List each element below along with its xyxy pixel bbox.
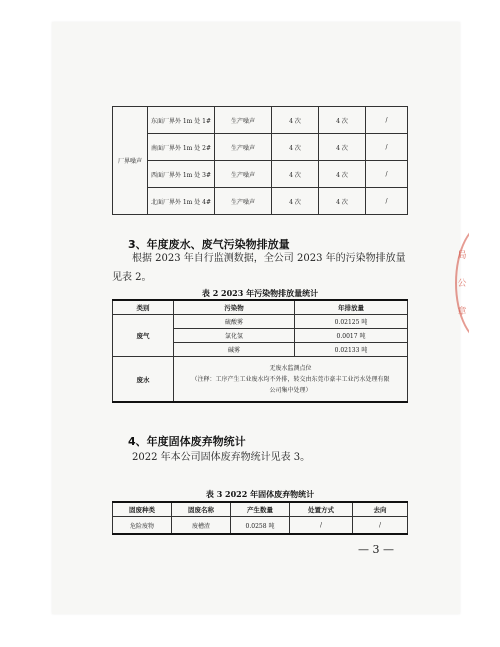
table-cell: 4 次 <box>319 134 366 161</box>
table-cell: / <box>366 188 408 215</box>
note-line: （注释：工序产生工业废水均不外排，转交由东莞市豪丰工业污水处理有限 <box>191 375 390 383</box>
table-row <box>113 315 408 329</box>
table-cell: 4 次 <box>272 134 319 161</box>
table-cell: 危险废物 <box>113 517 172 535</box>
table-cell: 0.0258 吨 <box>231 517 290 535</box>
table-cell: 4 次 <box>272 161 319 188</box>
table-cell: / <box>366 134 408 161</box>
solid-waste-table <box>112 501 408 535</box>
column-header: 固废名称 <box>172 502 231 517</box>
paragraph: 根据 2023 年自行监测数据，全公司 2023 年的污染物排放量见表 2。 <box>112 253 406 283</box>
table-cell: 废槽渣 <box>172 517 231 535</box>
table-cell: 生产噪声 <box>215 107 272 134</box>
table-cell: 4 次 <box>319 107 366 134</box>
table-row <box>113 107 408 134</box>
table-cell: 氯化氢 <box>174 329 295 343</box>
paragraph: 2022 年本公司固体废弃物统计见表 3。 <box>132 452 311 463</box>
category-cell: 废水 <box>113 357 174 403</box>
table-cell: / <box>366 107 408 134</box>
table-header-row <box>113 300 408 315</box>
column-header: 固废种类 <box>113 502 172 517</box>
column-header: 产生数量 <box>231 502 290 517</box>
table-cell: 生产噪声 <box>215 161 272 188</box>
table-row <box>113 134 408 161</box>
table-caption: 表 3 2022 年固体废弃物统计 <box>205 489 315 499</box>
table-row <box>113 517 408 535</box>
table-cell: 硫酸雾 <box>174 315 295 329</box>
table-cell: / <box>366 161 408 188</box>
noise-monitoring-table <box>112 106 408 215</box>
section-heading: 3、年度废水、废气污染物排放量 <box>128 238 290 251</box>
table-cell: 4 次 <box>272 188 319 215</box>
note-line: 公司集中处理） <box>269 386 312 394</box>
table-cell: 生产噪声 <box>215 134 272 161</box>
column-header: 处置方式 <box>290 502 353 517</box>
table-row <box>113 188 408 215</box>
table-row <box>113 357 408 403</box>
column-header: 污染物 <box>174 300 295 315</box>
table-header-row <box>113 502 408 517</box>
table-cell: 南面厂界外 1m 处 2# <box>148 134 215 161</box>
table-cell: 北面厂界外 1m 处 4# <box>148 188 215 215</box>
table-cell: 4 次 <box>319 188 366 215</box>
table-cell: 东面厂界外 1m 处 1# <box>148 107 215 134</box>
column-header: 去向 <box>353 502 408 517</box>
note-line: 无废水监测点位 <box>269 364 312 372</box>
table-cell: 0.02125 吨 <box>295 315 408 329</box>
column-header: 年排放量 <box>295 300 408 315</box>
table-cell: 0.0017 吨 <box>295 329 408 343</box>
table-caption: 表 2 2023 年污染物排放量统计 <box>201 288 319 298</box>
table-cell: / <box>290 517 353 535</box>
table-cell: 4 次 <box>319 161 366 188</box>
table-cell: 碱雾 <box>174 343 295 357</box>
table-cell: 0.02133 吨 <box>295 343 408 357</box>
table-cell: 生产噪声 <box>215 188 272 215</box>
table-cell <box>174 357 408 403</box>
table-cell: 西面厂界外 1m 处 3# <box>148 161 215 188</box>
emissions-table <box>112 299 408 403</box>
category-cell: 废气 <box>113 315 174 357</box>
section-heading: 4、年度固体废弃物统计 <box>128 435 246 448</box>
red-seal-stamp: 局 公 章 <box>455 222 469 340</box>
table-row <box>113 161 408 188</box>
noise-category-cell: 厂界噪声 <box>113 107 148 215</box>
table-cell: 4 次 <box>272 107 319 134</box>
table-cell: / <box>353 517 408 535</box>
page-number: — 3 — <box>358 543 394 556</box>
column-header: 类别 <box>113 300 174 315</box>
